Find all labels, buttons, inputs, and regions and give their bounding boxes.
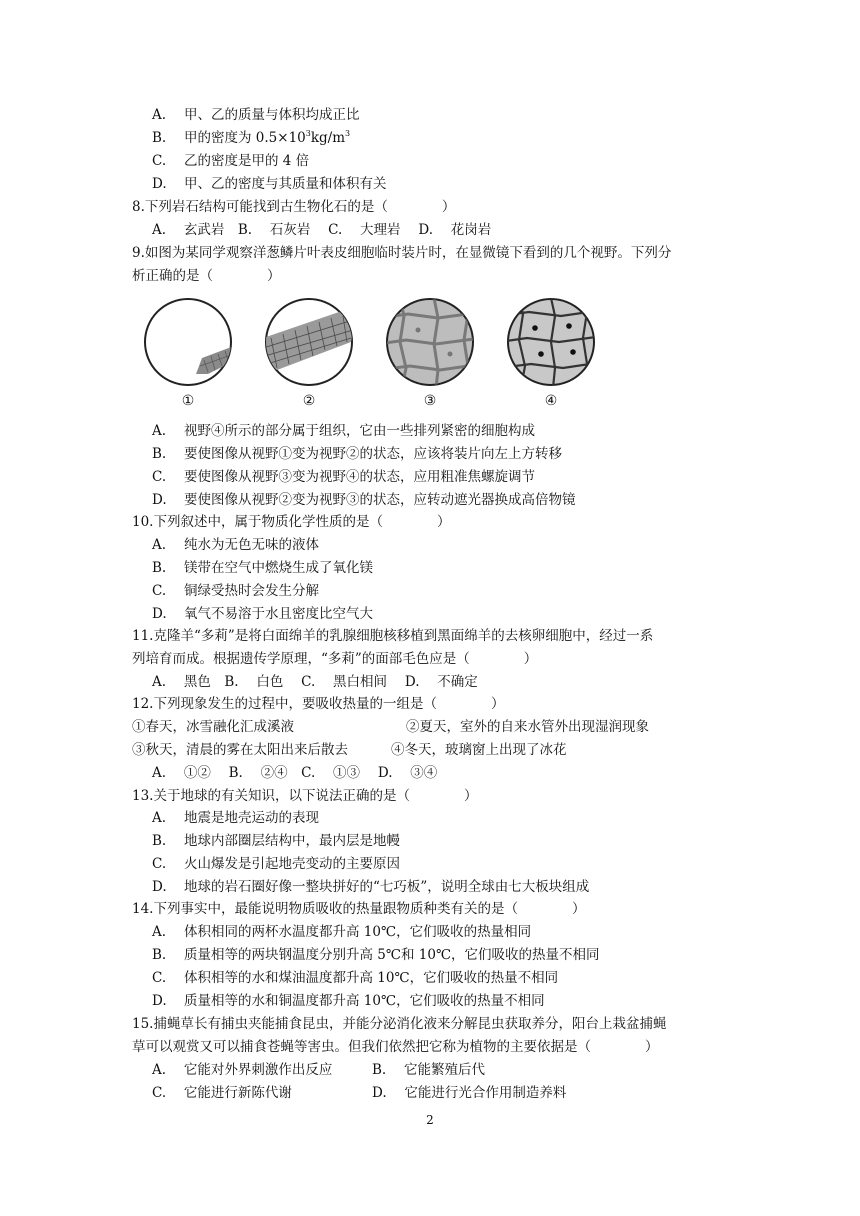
q8-options: A. 玄武岩 B. 石灰岩 C. 大理岩 D. 花岗岩 — [152, 222, 492, 238]
figure-4-number: ④ — [544, 393, 558, 409]
q15-stem-line1: 15.捕蝇草长有捕虫夹能捕食昆虫，并能分泌消化液来分解昆虫获取养分，阳台上栽盆捕蝇 — [132, 1016, 667, 1032]
q12-options: A. ①② B. ②④ C. ①③ D. ③④ — [152, 765, 438, 781]
figure-3-number: ③ — [423, 393, 437, 409]
microscope-view-4-icon — [499, 298, 603, 388]
page-number: 2 — [426, 1113, 434, 1127]
q15-stem-line2: 草可以观赏又可以捕食苍蝇等害虫。但我们依然把它称为植物的主要依据是（ ） — [132, 1039, 659, 1055]
q10-stem: 10.下列叙述中，属于物质化学性质的是（ ） — [132, 514, 451, 530]
microscope-view-3-icon — [378, 298, 482, 388]
q7-option-d: D. 甲、乙的密度与其质量和体积有关 — [152, 176, 387, 192]
figure-1-number: ① — [181, 393, 195, 409]
figure-4 — [499, 298, 603, 409]
q9-stem-line1: 9.如图为某同学观察洋葱鳞片叶表皮细胞临时装片时，在显微镜下看到的几个视野。下列分 — [132, 245, 672, 261]
q15-options-row2: C. 它能进行新陈代谢 D. 它能进行光合作用制造养料 — [152, 1085, 567, 1101]
q8-stem: 8.下列岩石结构可能找到古生物化石的是（ ） — [132, 199, 456, 215]
q9-option-c: C. 要使图像从视野③变为视野④的状态，应用粗准焦螺旋调节 — [152, 469, 535, 485]
q12-stem: 12.下列现象发生的过程中，要吸收热量的一组是（ ） — [132, 696, 505, 712]
q10-option-a: A. 纯水为无色无味的液体 — [152, 537, 319, 553]
figure-2-number: ② — [302, 393, 316, 409]
q11-stem-line2: 列培育而成。根据遗传学原理，“多莉”的面部毛色应是（ ） — [132, 651, 538, 667]
q12-items-row2: ③秋天，清晨的雾在太阳出来后散去 ④冬天，玻璃窗上出现了冰花 — [132, 742, 567, 758]
q9-option-d: D. 要使图像从视野②变为视野③的状态，应转动遮光器换成高倍物镜 — [152, 492, 576, 508]
q14-stem: 14.下列事实中，最能说明物质吸收的热量跟物质种类有关的是（ ） — [132, 901, 586, 917]
q13-option-a: A. 地震是地壳运动的表现 — [152, 810, 319, 826]
figure-1 — [136, 298, 240, 409]
microscope-view-2-icon — [257, 298, 361, 388]
q10-option-d: D. 氧气不易溶于水且密度比空气大 — [152, 606, 373, 622]
q13-option-c: C. 火山爆发是引起地壳变动的主要原因 — [152, 856, 400, 872]
microscope-figures — [136, 298, 596, 413]
q7-option-b: B. 甲的密度为 $0.5\times 10^3kg/m^3$ — [152, 129, 351, 146]
q10-option-b: B. 镁带在空气中燃烧生成了氧化镁 — [152, 560, 373, 576]
q7-option-a: A. 甲、乙的质量与体积均成正比 — [152, 107, 360, 123]
q14-option-d: D. 质量相等的水和铜温度都升高 10℃，它们吸收的热量不相同 — [152, 993, 545, 1009]
microscope-view-1-icon — [136, 298, 240, 388]
q13-option-d: D. 地球的岩石圈好像一整块拼好的“七巧板”，说明全球由七大板块组成 — [152, 879, 590, 895]
q14-option-b: B. 质量相等的两块钢温度分别升高 5℃和 10℃，它们吸收的热量不相同 — [152, 947, 600, 963]
q10-option-c: C. 铜绿受热时会发生分解 — [152, 583, 319, 599]
q15-options-row1: A. 它能对外界刺激作出反应 B. 它能繁殖后代 — [152, 1062, 486, 1078]
q13-option-b: B. 地球内部圈层结构中，最内层是地幔 — [152, 833, 400, 849]
q13-stem: 13.关于地球的有关知识，以下说法正确的是（ ） — [132, 788, 478, 804]
q9-option-a: A. 视野④所示的部分属于组织，它由一些排列紧密的细胞构成 — [152, 423, 535, 439]
figure-2 — [257, 298, 361, 409]
q7-option-c: C. 乙的密度是甲的 4 倍 — [152, 153, 310, 169]
q11-stem-line1: 11.克隆羊“多莉”是将白面绵羊的乳腺细胞核移植到黑面绵羊的去核卵细胞中，经过一系 — [132, 628, 654, 644]
q12-items-row1: ①春天，冰雪融化汇成溪液 ②夏天，室外的自来水管外出现湿润现象 — [132, 719, 649, 735]
q14-option-a: A. 体积相同的两杯水温度都升高 10℃，它们吸收的热量相同 — [152, 924, 532, 940]
q9-stem-line2: 析正确的是（ ） — [132, 268, 281, 284]
figure-3 — [378, 298, 482, 409]
q14-option-c: C. 体积相等的水和煤油温度都升高 10℃，它们吸收的热量不相同 — [152, 970, 559, 986]
q9-option-b: B. 要使图像从视野①变为视野②的状态，应该将装片向左上方转移 — [152, 446, 562, 462]
q11-options: A. 黑色 B. 白色 C. 黑白相间 D. 不确定 — [152, 674, 478, 690]
